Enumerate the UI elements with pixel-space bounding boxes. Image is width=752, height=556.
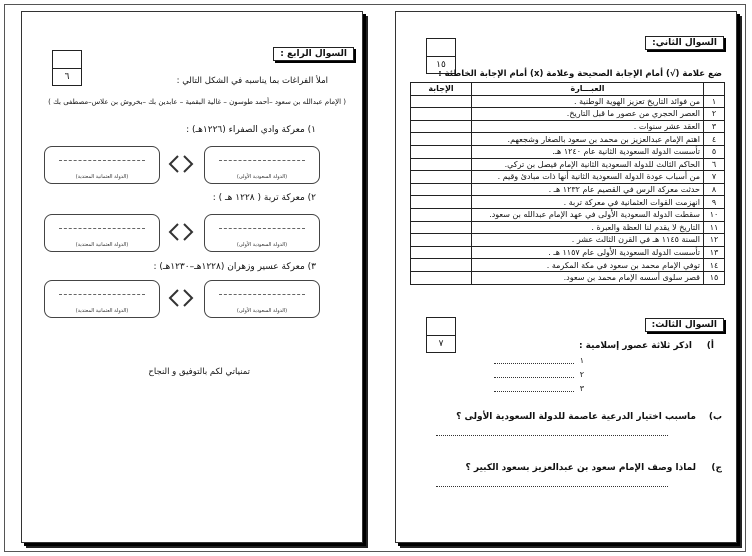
q3c-text: لماذا وصف الإمام سعود بن عبدالعزيز بسعود الكبير ؟ — [465, 463, 696, 473]
q4-title: السوال الرابع : — [273, 47, 354, 61]
answer-cell[interactable] — [411, 133, 472, 146]
answer-line[interactable] — [494, 377, 574, 378]
answer-cell[interactable] — [411, 95, 472, 108]
answer-box-ottoman[interactable]: (الدولة العثمانية المعتدية) — [44, 214, 160, 252]
answer-box-ottoman[interactable]: (الدولة العثمانية المعتدية) — [44, 146, 160, 184]
q2-title: السوال الثاني: — [645, 36, 724, 50]
q2-score: ١٥ — [436, 60, 446, 70]
right-page — [395, 11, 737, 543]
left-page — [21, 11, 363, 543]
q4-score-box — [52, 50, 82, 86]
answer-cell[interactable] — [411, 145, 472, 158]
table-row: ٨ حدثت معركة الرس في القصيم عام ١٢٣٢ هـ . — [411, 183, 725, 196]
answer-cell[interactable] — [411, 158, 472, 171]
answer-box-saudi[interactable]: (الدولة السعودية الأولى) — [204, 280, 320, 318]
answer-line[interactable] — [494, 363, 574, 364]
answer-cell[interactable] — [411, 208, 472, 221]
table-row: ١٢ السنة ١١٤٥ هـ في القرن الثالث عشر . — [411, 234, 725, 247]
q4-score: ٦ — [64, 72, 70, 82]
answer-cell[interactable] — [411, 108, 472, 121]
answer-cell[interactable] — [411, 234, 472, 247]
table-row: ٤ اهتم الإمام عبدالعزيز بن محمد بن سعود بالصغار وشجعهم. — [411, 133, 725, 146]
q3a-item-num: ١ — [579, 356, 584, 365]
table-row: ٢ العصر الحجري من عصور ما قبل التاريخ. — [411, 108, 725, 121]
table-row: ١٣ تأسست الدولة السعودية الأولى عام ١١٥٧ هـ . — [411, 246, 725, 259]
table-row: ١٤ توفي الإمام محمد بن سعود في مكة المكرمة . — [411, 259, 725, 272]
q3b-text: ماسبب اختيار الدرعية عاصمة للدولة السعودية الأولى ؟ — [456, 412, 696, 422]
answer-cell[interactable] — [411, 171, 472, 184]
answer-cell[interactable] — [411, 120, 472, 133]
answer-box-ottoman[interactable]: (الدولة العثمانية المعتدية) — [44, 280, 160, 318]
q2-instruction: ضع علامة (√) أمام الإجابة الصحيحة وعلامة (x) أمام الإجابة الخاطئة : — [438, 69, 722, 79]
true-false-table — [410, 82, 725, 285]
closing-message: تمنياتي لكم بالتوفيق و النجاح — [148, 367, 250, 377]
answer-cell[interactable] — [411, 221, 472, 234]
answer-cell[interactable] — [411, 259, 472, 272]
table-row: ١٥ قصر سلوى أسسه الإمام محمد بن سعود. — [411, 271, 725, 284]
answer-box-saudi[interactable]: (الدولة السعودية الأولى) — [204, 214, 320, 252]
q3-score: ٧ — [438, 339, 444, 349]
table-row: ١١ التاريخ لا يقدم لنا العظة والعبرة . — [411, 221, 725, 234]
q4-instruction: املأ الفراغات بما يناسبه في الشكل التالي : — [176, 76, 328, 86]
table-row: ١ من فوائد التاريخ تعزيز الهوية الوطنية . — [411, 95, 725, 108]
answer-line[interactable] — [436, 486, 668, 487]
q3c-label: ج) — [711, 463, 722, 473]
q4-options: ( الإمام عبدالله بن سعود –أحمد طوسون – غالية البقمية – عابدين بك –بخروش بن علاس–مصطفى بك ) — [48, 98, 346, 106]
battle-2-label: ٢) معركة تربة ( ١٢٢٨ هـ ) : — [212, 193, 316, 203]
table-row: ٥ تأسست الدولة السعودية الثانية عام ١٢٤٠ هـ. — [411, 145, 725, 158]
answer-line[interactable] — [494, 391, 574, 392]
table-row: ٩ انهزمت القوات العثمانية في معركة تربة . — [411, 196, 725, 209]
table-row: ٣ العقد عشر سنوات . — [411, 120, 725, 133]
q3a-label: أ) — [706, 341, 714, 351]
q3a-item-num: ٢ — [579, 370, 584, 379]
answer-cell[interactable] — [411, 196, 472, 209]
answer-cell[interactable] — [411, 183, 472, 196]
answer-line[interactable] — [436, 435, 668, 436]
answer-cell[interactable] — [411, 271, 472, 284]
versus-chevrons-icon — [168, 223, 194, 241]
table-row: ٧ من أسباب عودة الدولة السعودية الثانية أنها ذات مبادئ وقيم . — [411, 171, 725, 184]
versus-chevrons-icon — [168, 289, 194, 307]
answer-box-saudi[interactable]: (الدولة السعودية الأولى) — [204, 146, 320, 184]
q3-score-box — [426, 317, 456, 353]
table-row: ١٠ سقطت الدولة السعودية الأولى في عهد الإمام عبدالله بن سعود. — [411, 208, 725, 221]
versus-chevrons-icon — [168, 155, 194, 173]
q3a-text: اذكر ثلاثة عصور إسلامية : — [578, 341, 692, 351]
table-header-phrase: العبـــارة — [472, 83, 704, 96]
table-header-answer: الإجابة — [411, 83, 472, 96]
q3b-label: ب) — [708, 412, 722, 422]
table-row: ٦ الحاكم الثالث للدولة السعودية الثانية الإمام فيصل بن تركي. — [411, 158, 725, 171]
q3-title: السوال الثالث: — [645, 318, 724, 332]
q3a-item-num: ٣ — [579, 384, 584, 393]
battle-3-label: ٣) معركة عسير وزهران (١٢٢٨هـ–١٢٣٠هـ) : — [153, 262, 316, 272]
battle-1-label: ١) معركة وادي الصفراء (١٢٢٦هـ) : — [186, 125, 316, 135]
answer-cell[interactable] — [411, 246, 472, 259]
